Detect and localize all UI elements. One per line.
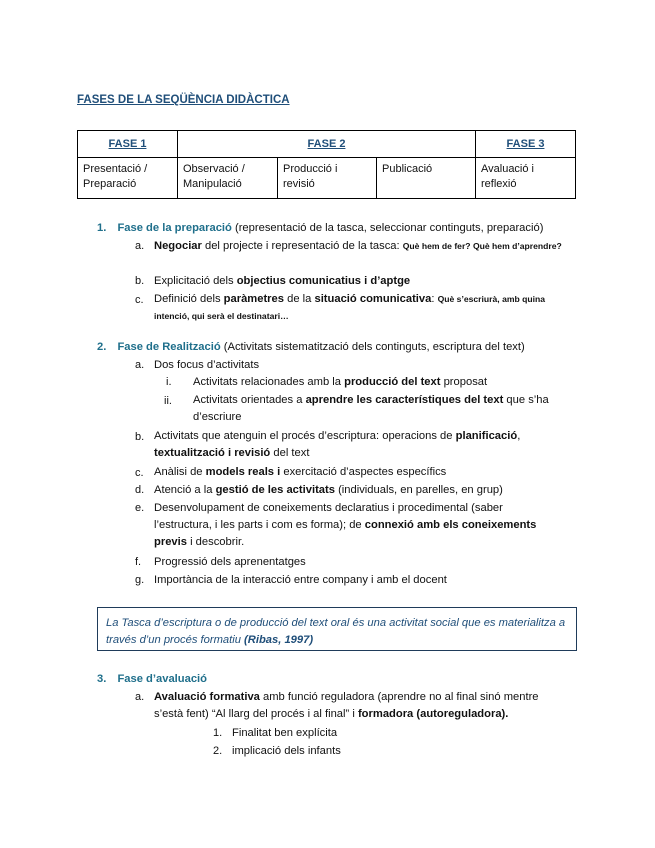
list-label: 1. <box>213 727 223 739</box>
list-label: c. <box>135 294 144 306</box>
list-item: Importància de la interacció entre company i amb el docent <box>154 574 447 586</box>
phases-table <box>77 130 576 199</box>
list-label: g. <box>135 574 145 586</box>
section-2-heading <box>97 339 525 356</box>
quote-text: La Tasca d’escriptura o de producció del text oral és una activitat social que es materialitza a través d’un procés formatiu <box>106 617 566 646</box>
section-title: Fase de la preparació <box>117 222 232 234</box>
list-item: Progressió dels aprenentatges <box>154 556 306 568</box>
list-item: Definició dels paràmetres de la situació comunicativa: Què s’escriurà, amb quina intenció, qui serà el destinatari… <box>154 293 546 321</box>
table-cell: Avaluació i reflexió <box>476 158 576 199</box>
list-item: Negociar del projecte i representació de la tasca: Què hem de fer? Què hem d’aprendre? <box>154 240 562 252</box>
list-label: c. <box>135 467 144 479</box>
list-label: f. <box>135 556 142 568</box>
page-title: FASES DE LA SEQÜÈNCIA DIDÀCTICA <box>77 94 290 106</box>
list-label: i. <box>166 376 172 388</box>
list-label: ii. <box>164 395 172 407</box>
list-label: d. <box>135 484 145 496</box>
list-label: b. <box>135 275 145 287</box>
table-cell: Producció i revisió <box>278 158 377 199</box>
table-cell: Observació / Manipulació <box>178 158 278 199</box>
list-label: a. <box>135 359 145 371</box>
list-item: Dos focus d’activitats <box>154 359 260 371</box>
section-3-heading <box>97 671 207 688</box>
list-item: Desenvolupament de coneixements declaratius i procedimental (saber l’estructura, i les parts i com es forma); de connexió amb els coneixements previs i descobrir. <box>154 502 537 548</box>
table-header-fase-2: FASE 2 <box>178 131 476 158</box>
list-item: Activitats que atenguin el procés d’escriptura: operacions de planificació, textualització i revisió del text <box>154 430 521 459</box>
table-header-fase-3: FASE 3 <box>476 131 576 158</box>
quote-box <box>97 607 577 651</box>
list-item: Anàlisi de models reals i exercitació d’aspectes específics <box>154 466 447 478</box>
list-item: Finalitat ben explícita <box>232 727 338 739</box>
list-item: Avaluació formativa amb funció reguladora (aprendre no al final sinó mentre s’està fent) “Al llarg del procés i al final” i formadora (autoreguladora). <box>154 691 539 720</box>
list-item: Activitats orientades a aprendre les característiques del text que s’ha d’escriure <box>193 394 549 423</box>
section-subtitle: (Activitats sistematització dels continguts, escriptura del text) <box>220 341 525 353</box>
section-1-heading <box>97 220 543 237</box>
quote-citation: (Ribas, 1997) <box>244 634 314 646</box>
section-title: Fase de Realització <box>117 341 221 353</box>
list-label: a. <box>135 240 145 252</box>
table-row <box>78 158 576 199</box>
section-number: 2. <box>97 341 107 353</box>
list-label: 2. <box>213 745 223 757</box>
list-item: implicació dels infants <box>232 745 341 757</box>
table-cell: Publicació <box>377 158 476 199</box>
section-number: 3. <box>97 673 107 685</box>
list-label: b. <box>135 431 145 443</box>
table-header-row <box>78 131 576 158</box>
section-title: Fase d’avaluació <box>117 673 207 685</box>
list-item: Explicitació dels objectius comunicatius i d’aptge <box>154 275 411 287</box>
list-item: Atenció a la gestió de les activitats (individuals, en parelles, en grup) <box>154 484 503 496</box>
table-header-fase-1: FASE 1 <box>78 131 178 158</box>
section-number: 1. <box>97 222 107 234</box>
list-label: a. <box>135 691 145 703</box>
section-subtitle: (representació de la tasca, seleccionar continguts, preparació) <box>231 222 544 234</box>
table-cell: Presentació / Preparació <box>78 158 178 199</box>
list-label: e. <box>135 502 145 514</box>
list-item: Activitats relacionades amb la producció del text proposat <box>193 376 488 388</box>
